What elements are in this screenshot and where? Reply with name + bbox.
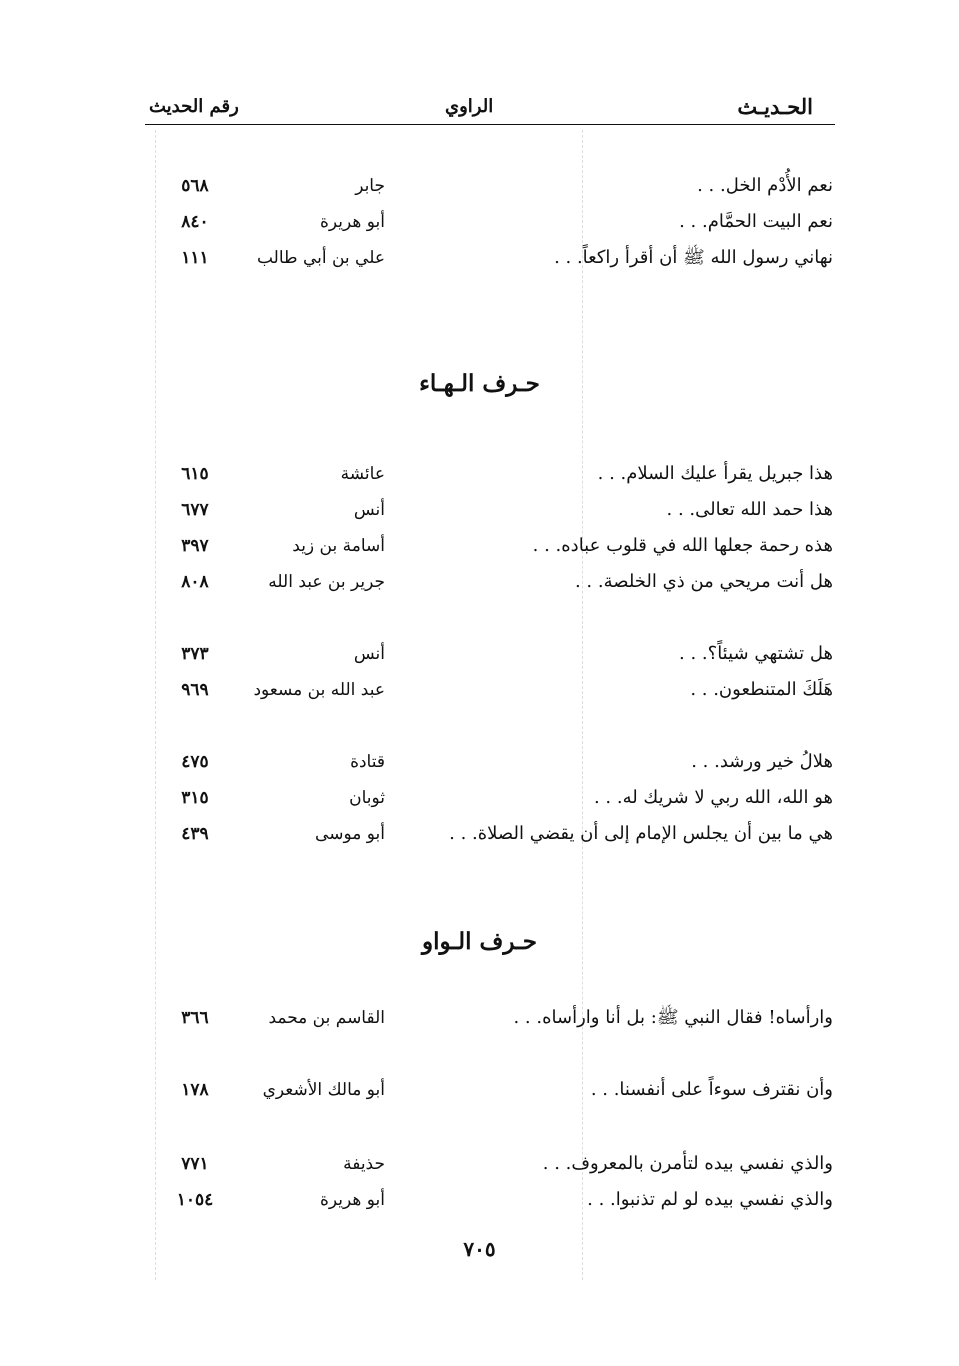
hadith-text: والذي نفسي بيده لو لم تذنبوا. . . [587, 1189, 833, 1210]
hadith-number: ٩٦٩ [181, 680, 209, 700]
narrator: عبد الله بن مسعود [253, 680, 385, 700]
narrator: أنس [353, 500, 385, 520]
hadith-text: هو الله، الله ربي لا شريك له. . . [593, 787, 833, 808]
hadith-number: ٣١٥ [181, 788, 209, 808]
narrator: أنس [353, 644, 385, 664]
hadith-text: وارأساه! فقال النبي ﷺ: بل أنا وارأساه. . . [513, 1007, 833, 1028]
hadith-number: ٣٧٣ [181, 644, 209, 664]
hadith-text: نهاني رسول الله ﷺ أن أقرأ راكعاً. . . [554, 247, 833, 268]
hadith-text: والذي نفسي بيده لتأمرن بالمعروف. . . [542, 1153, 833, 1174]
hadith-text: هلالُ خير ورشد. . . [691, 751, 833, 772]
narrator: قتادة [350, 752, 385, 772]
narrator: ثوبان [349, 788, 385, 808]
section-title: حـرف الـهـاء [419, 370, 540, 397]
narrator: أبو هريرة [319, 212, 385, 232]
hadith-number: ٤٧٥ [181, 752, 209, 772]
hadith-number: ٤٣٩ [181, 824, 209, 844]
narrator: أبو موسى [315, 824, 385, 844]
hadith-text: هي ما بين أن يجلس الإمام إلى أن يقضي الصلاة. . . [449, 823, 833, 844]
narrator: علي بن أبي طالب [256, 248, 385, 268]
header-hadith-number: رقم الحديث [149, 96, 239, 117]
narrator: أبو مالك الأشعري [262, 1080, 385, 1100]
scan-artifact-line [155, 130, 156, 1280]
narrator: عائشة [340, 464, 385, 484]
hadith-text: هذه رحمة جعلها الله في قلوب عباده. . . [532, 535, 833, 556]
hadith-number: ٥٦٨ [181, 176, 209, 196]
narrator: أبو هريرة [319, 1190, 385, 1210]
hadith-number: ٣٦٦ [181, 1008, 209, 1028]
hadith-text: هذا حمد الله تعالى. . . [666, 499, 833, 520]
narrator: أسامة بن زيد [292, 536, 385, 556]
hadith-text: هل تشتهي شيئاً؟. . . [679, 643, 833, 664]
hadith-number: ١٠٥٤ [176, 1190, 214, 1210]
narrator: جابر [355, 176, 385, 196]
hadith-number: ٨٠٨ [181, 572, 209, 592]
hadith-text: هل أنت مريحي من ذي الخلصة. . . [574, 571, 833, 592]
hadith-number: ١٧٨ [181, 1080, 209, 1100]
narrator: جرير بن عبد الله [268, 572, 385, 592]
table-header [145, 92, 835, 125]
narrator: القاسم بن محمد [268, 1008, 385, 1028]
hadith-number: ٨٤٠ [181, 212, 209, 232]
hadith-text: هَلَكَ المتنطعون. . . [690, 679, 833, 700]
hadith-number: ٦١٥ [181, 464, 209, 484]
header-hadith: الحـديـث [737, 94, 813, 119]
hadith-number: ١١١ [181, 248, 209, 268]
hadith-number: ٦٧٧ [181, 500, 209, 520]
hadith-text: نعم الأُدْم الخل. . . [697, 175, 833, 196]
narrator: حذيفة [343, 1154, 385, 1174]
hadith-number: ٣٩٧ [181, 536, 209, 556]
header-narrator: الراوي [445, 96, 494, 117]
section-title: حـرف الـواو [421, 928, 537, 955]
page-number: ٧٠٥ [463, 1237, 496, 1261]
hadith-number: ٧٧١ [181, 1154, 209, 1174]
hadith-text: هذا جبريل يقرأ عليك السلام. . . [597, 463, 833, 484]
hadith-text: نعم البيت الحمَّام. . . [679, 211, 833, 232]
hadith-text: وأن نقترف سوءاً على أنفسنا. . . [590, 1079, 833, 1100]
